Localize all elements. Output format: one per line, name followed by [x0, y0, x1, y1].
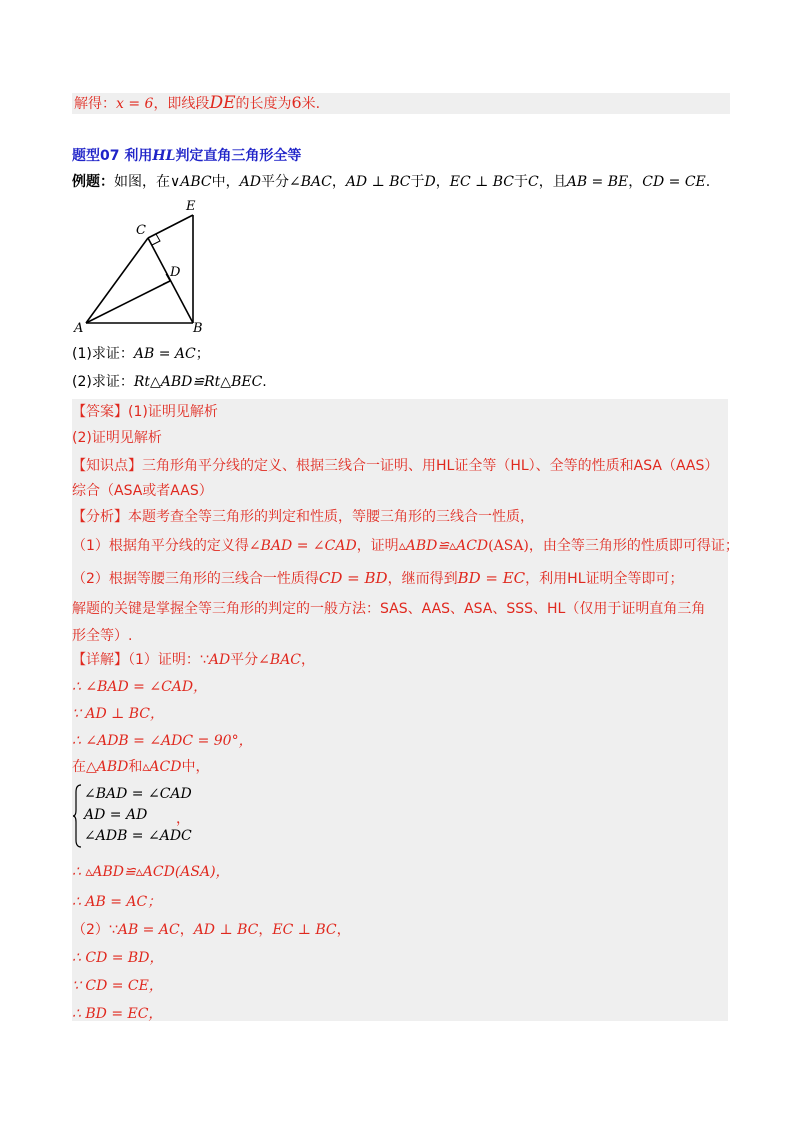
math: 6 — [291, 93, 302, 112]
analysis-point-3 — [72, 599, 705, 619]
detail-line-8 — [72, 920, 351, 940]
math: △ABD — [86, 759, 129, 775]
knowledge-line-2 — [72, 481, 213, 501]
text: ； — [195, 346, 210, 362]
system-line: ∠BAD = ∠CAD — [84, 786, 192, 802]
text: 于 — [513, 174, 528, 190]
math: ∠BAC — [288, 174, 332, 190]
text: 平分 — [230, 652, 259, 668]
math: ▵ACD — [142, 759, 182, 775]
math: EC ⊥ BC — [449, 174, 514, 190]
math: ∨ABC — [170, 174, 212, 190]
text: . — [262, 374, 267, 390]
math: AD ⊥ BC — [193, 922, 259, 938]
text: ， — [628, 174, 643, 190]
triangle-figure — [72, 196, 212, 336]
text: 形全等）. — [72, 628, 133, 644]
math: ∠BAD = ∠CAD — [248, 538, 357, 554]
math: AB = BE — [566, 174, 629, 190]
math: ∠BAC — [258, 652, 302, 668]
label-b: B — [193, 321, 203, 336]
detail-line-11: ∴ BD = EC， — [72, 1006, 163, 1022]
segment-ad — [86, 281, 170, 323]
text: （1）证明：∵ — [128, 652, 209, 668]
math: AB = AC — [133, 346, 196, 362]
segment-ce — [148, 215, 193, 238]
text: (1)求证： — [72, 346, 134, 362]
text: （1）根据角平分线的定义得 — [72, 538, 249, 554]
section-title — [72, 146, 301, 166]
system-lines — [84, 784, 234, 847]
math: AB = AC — [117, 922, 180, 938]
segment-cb — [148, 238, 193, 323]
left-brace — [72, 784, 82, 848]
text: . — [705, 174, 711, 190]
label-c: C — [136, 223, 146, 238]
label-e: E — [186, 199, 196, 214]
detail-line-10: ∵ CD = CE， — [72, 978, 163, 994]
text: 于 — [410, 174, 425, 190]
text: 三角形角平分线的定义、根据三线合一证明、用HL证全等（HL）、全等的性质和ASA（AAS） — [142, 458, 719, 474]
math: C — [527, 174, 539, 190]
detail-line-9: ∴ CD = BD， — [72, 950, 164, 966]
text: 米. — [301, 96, 321, 112]
segment-ac — [86, 238, 148, 323]
math: D — [424, 174, 436, 190]
example-label: 例题： — [72, 174, 114, 190]
analysis-point-1 — [72, 536, 739, 556]
text: 在 — [72, 759, 86, 775]
text: 题型07 利用 — [72, 148, 153, 164]
detail-tag: 【详解】 — [72, 652, 128, 668]
math: CD = BD — [318, 569, 388, 587]
text: 平分 — [260, 174, 289, 190]
text: ， — [435, 174, 450, 190]
knowledge-tag: 【知识点】 — [72, 458, 142, 474]
text: （2）根据等腰三角形的三线合一性质得 — [72, 571, 319, 587]
math: ▵ABD≌▵ACD — [398, 538, 489, 554]
text: 和 — [128, 759, 143, 775]
detail-line-6: ∴ ▵ABD≌▵ACD(ASA)， — [72, 864, 230, 880]
text: （2）∵ — [72, 922, 118, 938]
example-line — [72, 172, 710, 192]
knowledge-line — [72, 456, 718, 476]
question-1 — [72, 344, 210, 364]
text: (2)证明见解析 — [72, 430, 162, 446]
math: AD ⊥ BC — [345, 174, 411, 190]
math: DE — [209, 93, 236, 113]
text: ，且 — [538, 174, 567, 190]
text: 中， — [211, 174, 240, 190]
detail-line-3: ∵ AD ⊥ BC， — [72, 706, 165, 722]
right-angle-d — [163, 274, 170, 284]
analysis-tag: 【分析】 — [72, 509, 128, 525]
math: x = 6 — [116, 96, 154, 112]
detail-line-2: ∴ ∠BAD = ∠CAD， — [72, 679, 208, 695]
detail-line-1 — [72, 650, 315, 670]
math: HL — [152, 148, 176, 164]
system-line: ∠ADB = ∠ADC — [84, 828, 192, 844]
detail-line-4: ∴ ∠ADB = ∠ADC = 90°， — [72, 733, 253, 749]
label-d: D — [170, 265, 181, 280]
detail-line-7: ∴ AB = AC； — [72, 894, 162, 910]
text: 本题考查全等三角形的判定和性质，等腰三角形的三线合一性质， — [128, 509, 534, 525]
math: EC ⊥ BC — [272, 922, 337, 938]
text: ，即线段 — [153, 96, 210, 112]
answer-tag: 【答案】 — [72, 404, 128, 420]
math: Rt△ABD≌Rt△BEC — [133, 374, 263, 390]
text: ，继而得到 — [387, 571, 458, 587]
analysis-point-4 — [72, 626, 132, 646]
question-2 — [72, 372, 267, 392]
detail-line-5 — [72, 757, 209, 777]
text: ，证明 — [356, 538, 399, 554]
text: 中， — [181, 759, 210, 775]
math: AD — [239, 174, 261, 190]
text: 解得： — [74, 96, 116, 112]
text: 如图，在 — [114, 174, 170, 190]
text: 解题的关键是掌握全等三角形的判定的一般方法：SAS、AAS、ASA、SSS、HL（仅用于证明直角三角 — [72, 601, 706, 617]
analysis-line — [72, 507, 534, 527]
text: (2)求证： — [72, 374, 134, 390]
text: ， — [331, 174, 346, 190]
answer-line — [72, 402, 218, 422]
math: CD = CE — [642, 174, 706, 190]
system-line: AD = AD — [84, 807, 148, 823]
text: ， — [179, 922, 194, 938]
text: (1)证明见解析 — [128, 404, 218, 420]
text: ，由全等三角形的性质即可得证； — [528, 538, 739, 554]
math: (ASA) — [488, 538, 529, 554]
text: ， — [258, 922, 273, 938]
text: 的长度为 — [235, 96, 292, 112]
answer-line-2 — [72, 428, 162, 448]
text: 判定直角三角形全等 — [175, 148, 302, 164]
math: BD = EC — [457, 569, 526, 587]
text: ，利用HL证明全等即可； — [525, 571, 684, 587]
analysis-point-2 — [72, 568, 684, 589]
text: 综合（ASA或者AAS） — [72, 483, 213, 499]
text: ， — [336, 922, 351, 938]
label-a: A — [74, 321, 84, 336]
solution-line — [72, 93, 730, 114]
math: AD — [208, 652, 231, 668]
text: ， — [301, 652, 316, 668]
text: ， — [176, 811, 190, 827]
